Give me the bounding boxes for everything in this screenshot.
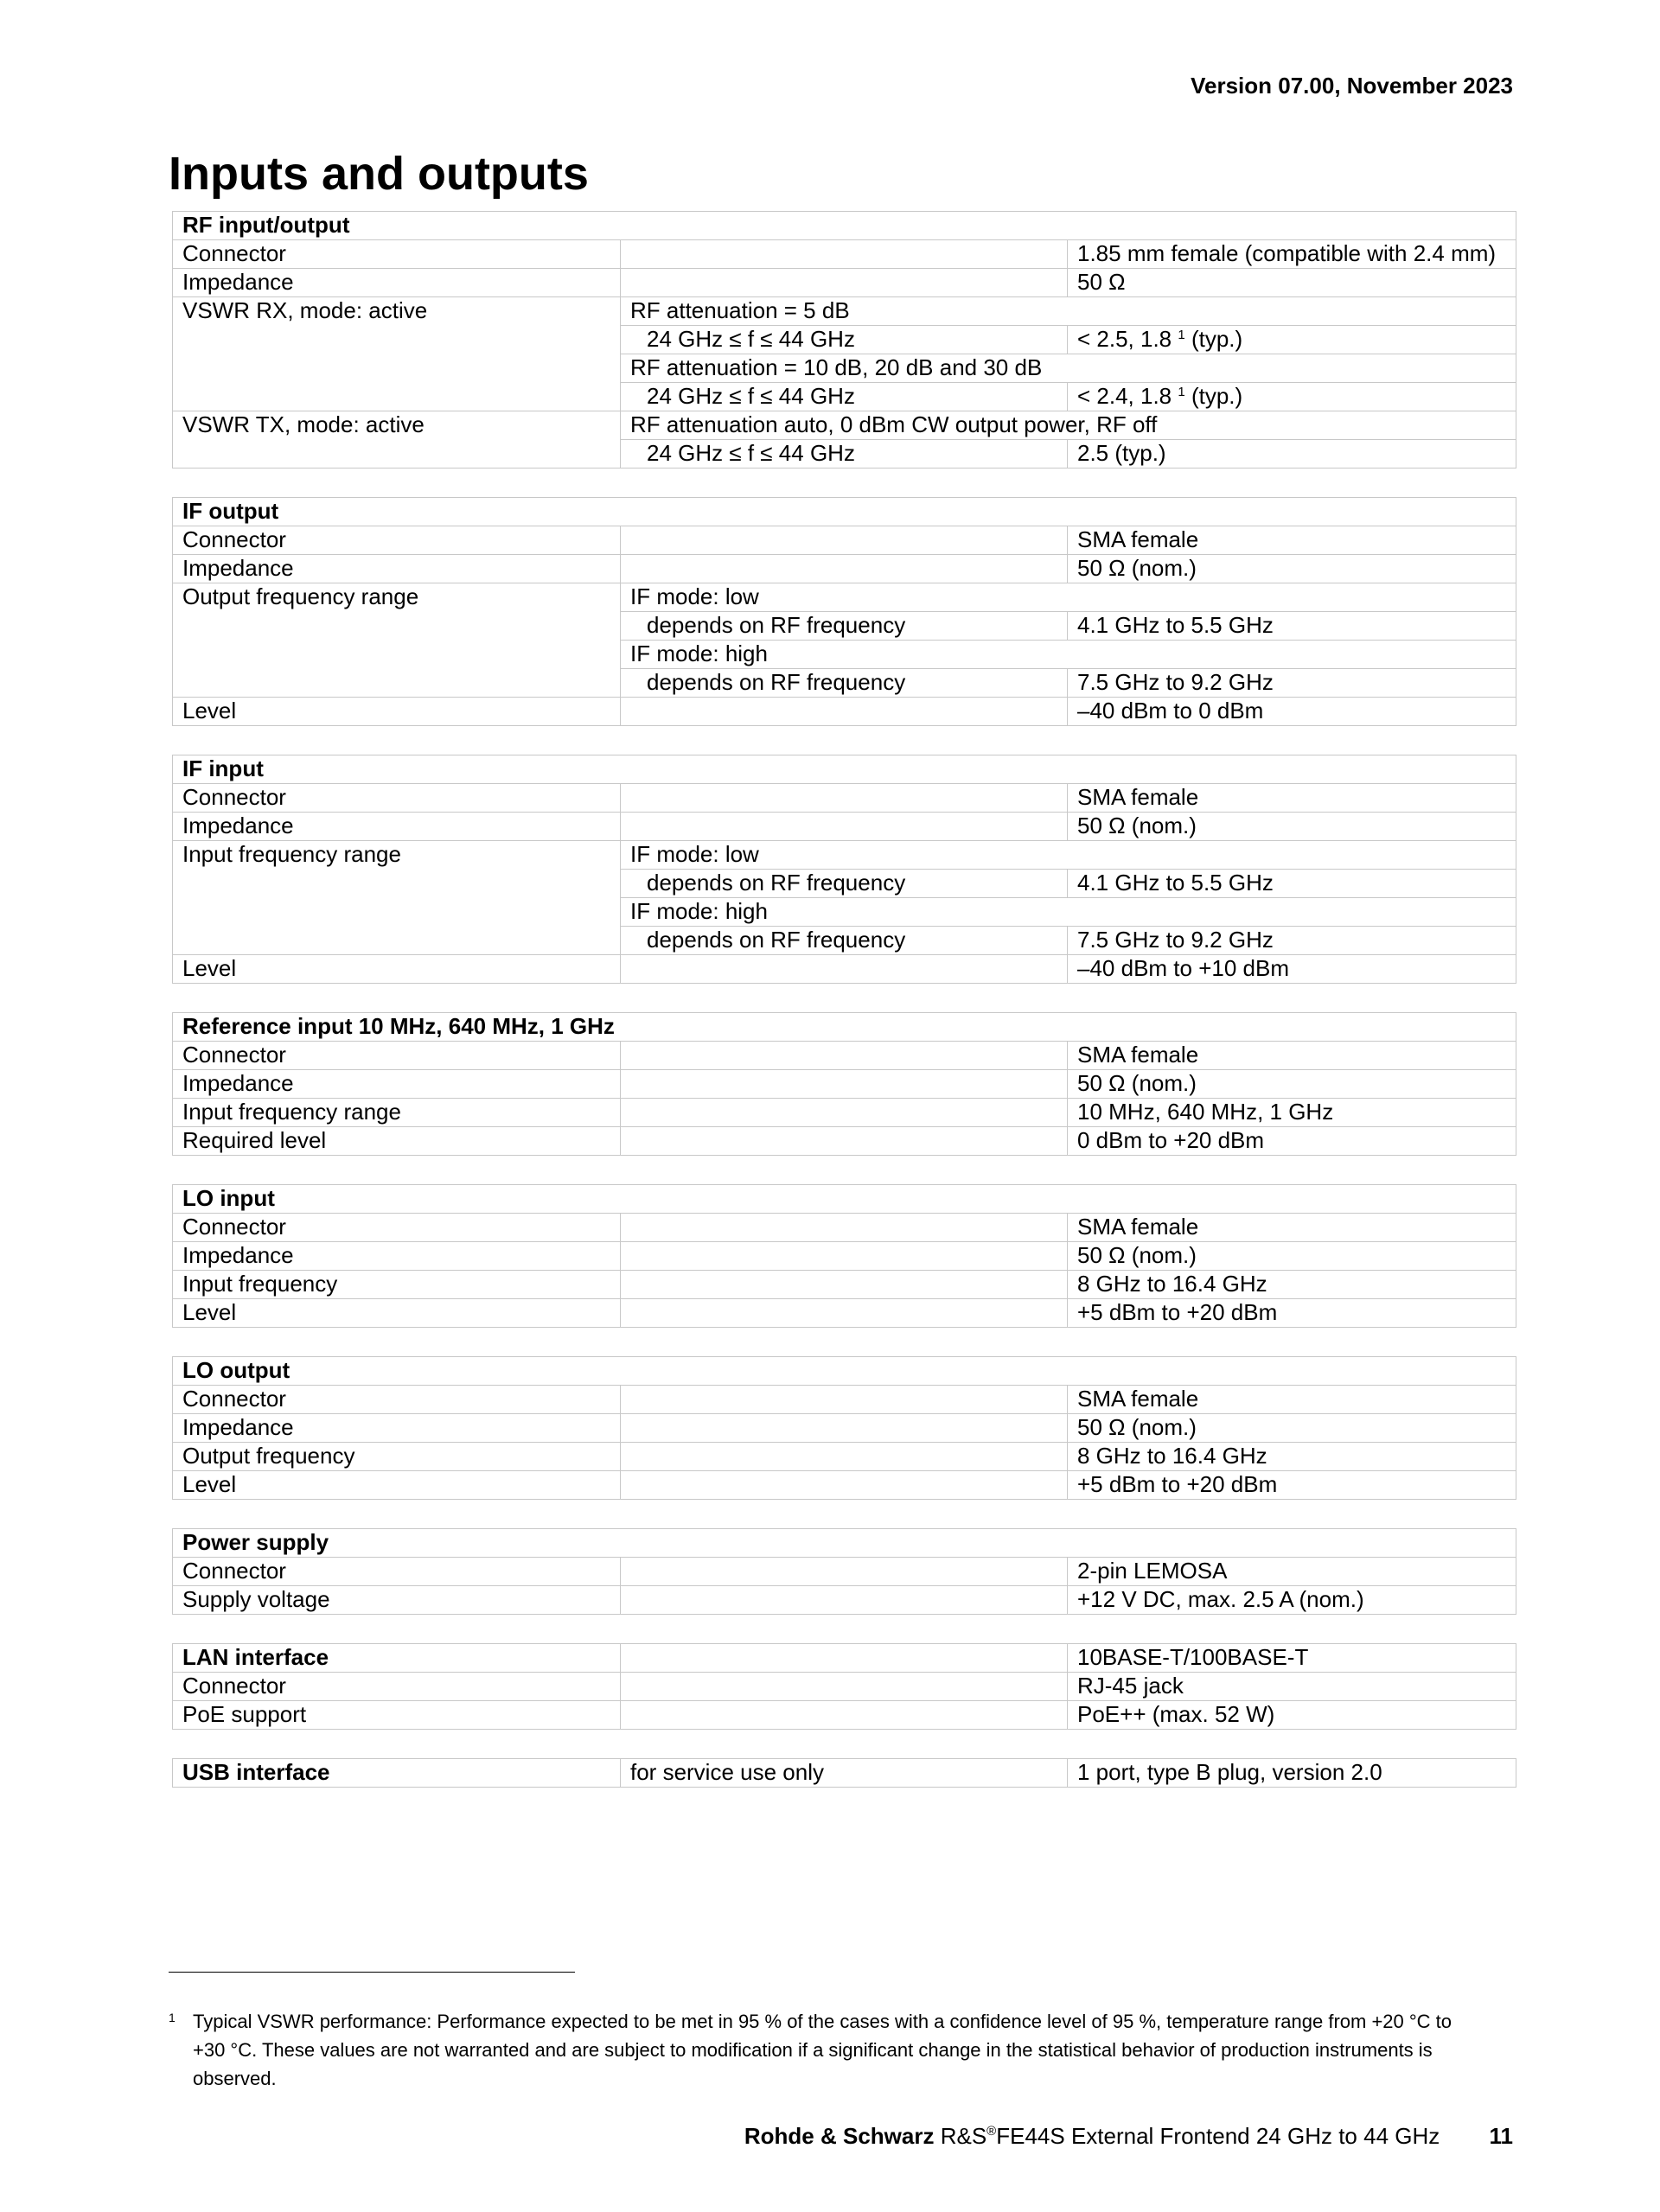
- param-value: 8 GHz to 16.4 GHz: [1068, 1271, 1516, 1299]
- param-condition: [621, 1586, 1068, 1615]
- table-row: [173, 1070, 1516, 1099]
- param-value: 50 Ω (nom.): [1068, 813, 1516, 841]
- param-label: Output frequency range: [173, 583, 621, 698]
- table-row: [173, 1443, 1516, 1471]
- param-value: 50 Ω (nom.): [1068, 1070, 1516, 1099]
- param-label: Level: [173, 698, 621, 726]
- param-condition: [621, 1299, 1068, 1328]
- power-supply-table: [172, 1528, 1516, 1615]
- reference-input-table: [172, 1012, 1516, 1156]
- table-row: [173, 1586, 1516, 1615]
- param-label: Input frequency range: [173, 841, 621, 955]
- param-label: Input frequency range: [173, 1099, 621, 1127]
- param-label: Connector: [173, 784, 621, 813]
- param-condition: [621, 1214, 1068, 1242]
- param-condition: [621, 555, 1068, 583]
- table-row: [173, 526, 1516, 555]
- vswr-value: < 2.4, 1.8: [1077, 383, 1172, 409]
- param-label: Impedance: [173, 1414, 621, 1443]
- param-label: VSWR TX, mode: active: [173, 411, 621, 469]
- lan-interface-table: [172, 1643, 1516, 1730]
- registered-mark: ®: [986, 2124, 997, 2139]
- vswr-value: < 2.5, 1.8: [1077, 326, 1172, 352]
- table-row: [173, 297, 1516, 326]
- usb-interface-table: [172, 1758, 1516, 1788]
- table-row: [173, 1271, 1516, 1299]
- footer-product-prefix: R&S: [940, 2123, 987, 2149]
- param-value: 10 MHz, 640 MHz, 1 GHz: [1068, 1099, 1516, 1127]
- param-label: Connector: [173, 1558, 621, 1586]
- param-condition: RF attenuation = 10 dB, 20 dB and 30 dB: [621, 354, 1516, 383]
- param-value: [1068, 326, 1516, 354]
- param-label: Impedance: [173, 1242, 621, 1271]
- param-value: 50 Ω (nom.): [1068, 1242, 1516, 1271]
- param-range: 24 GHz ≤ f ≤ 44 GHz: [621, 440, 1068, 469]
- table-row: [173, 1099, 1516, 1127]
- param-value: 50 Ω: [1068, 269, 1516, 297]
- table-row: [173, 1242, 1516, 1271]
- param-value: 2-pin LEMOSA: [1068, 1558, 1516, 1586]
- table-row: [173, 813, 1516, 841]
- param-value: SMA female: [1068, 1214, 1516, 1242]
- footer-product: FE44S External Frontend 24 GHz to 44 GHz: [996, 2123, 1440, 2149]
- param-label: Output frequency: [173, 1443, 621, 1471]
- param-condition: [621, 1070, 1068, 1099]
- param-condition: [621, 1414, 1068, 1443]
- table-row: [173, 269, 1516, 297]
- section-title: LO input: [173, 1185, 1516, 1214]
- param-value: 8 GHz to 16.4 GHz: [1068, 1443, 1516, 1471]
- param-value: 4.1 GHz to 5.5 GHz: [1068, 612, 1516, 641]
- param-label: Level: [173, 955, 621, 984]
- param-value: +5 dBm to +20 dBm: [1068, 1299, 1516, 1328]
- param-condition: [621, 526, 1068, 555]
- table-row: [173, 1471, 1516, 1500]
- table-row: [173, 555, 1516, 583]
- param-label: PoE support: [173, 1701, 621, 1730]
- section-title: RF input/output: [173, 212, 1516, 240]
- table-row: [173, 411, 1516, 440]
- param-range: depends on RF frequency: [621, 870, 1068, 898]
- spec-tables: [172, 211, 1516, 1816]
- param-label: Connector: [173, 526, 621, 555]
- param-value: SMA female: [1068, 1042, 1516, 1070]
- param-value: 0 dBm to +20 dBm: [1068, 1127, 1516, 1156]
- param-condition: IF mode: high: [621, 641, 1516, 669]
- param-label: Level: [173, 1299, 621, 1328]
- lo-output-table: [172, 1356, 1516, 1500]
- param-condition: [621, 1127, 1068, 1156]
- table-row: [173, 1673, 1516, 1701]
- param-label: Impedance: [173, 269, 621, 297]
- param-condition: [621, 1701, 1068, 1730]
- section-title: USB interface: [173, 1759, 621, 1788]
- table-row: [173, 1185, 1516, 1214]
- param-value: 10BASE-T/100BASE-T: [1068, 1644, 1516, 1673]
- param-value: [1068, 383, 1516, 411]
- param-value: 2.5 (typ.): [1068, 440, 1516, 469]
- table-row: [173, 212, 1516, 240]
- table-row: [173, 1414, 1516, 1443]
- typ-suffix: (typ.): [1191, 383, 1243, 409]
- param-value: –40 dBm to 0 dBm: [1068, 698, 1516, 726]
- footnote-ref: 1: [1178, 328, 1185, 342]
- param-condition: [621, 1099, 1068, 1127]
- param-value: 7.5 GHz to 9.2 GHz: [1068, 927, 1516, 955]
- param-value: –40 dBm to +10 dBm: [1068, 955, 1516, 984]
- param-value: 50 Ω (nom.): [1068, 555, 1516, 583]
- param-condition: [621, 1242, 1068, 1271]
- param-condition: IF mode: high: [621, 898, 1516, 927]
- param-condition: IF mode: low: [621, 841, 1516, 870]
- table-row: [173, 1386, 1516, 1414]
- param-condition: [621, 240, 1068, 269]
- section-title: IF input: [173, 755, 1516, 784]
- param-label: Impedance: [173, 555, 621, 583]
- param-condition: [621, 1673, 1068, 1701]
- footnote-text: Typical VSWR performance: Performance expected to be met in 95 % of the cases with a confidence level of 95 %, temperature range from +20 °C to +30 °C. These values are not warranted and are subject to modification if a significant change in the statistical behavior of production instruments is observed.: [193, 2011, 1452, 2089]
- param-condition: [621, 955, 1068, 984]
- table-row: [173, 1127, 1516, 1156]
- param-condition: RF attenuation auto, 0 dBm CW output power, RF off: [621, 411, 1516, 440]
- page-footer: [744, 2123, 1513, 2150]
- param-value: SMA female: [1068, 526, 1516, 555]
- lo-input-table: [172, 1184, 1516, 1328]
- typ-suffix: (typ.): [1191, 326, 1243, 352]
- section-title: Power supply: [173, 1529, 1516, 1558]
- param-label: Connector: [173, 1386, 621, 1414]
- table-row: [173, 498, 1516, 526]
- param-value: +5 dBm to +20 dBm: [1068, 1471, 1516, 1500]
- param-label: Supply voltage: [173, 1586, 621, 1615]
- param-value: RJ-45 jack: [1068, 1673, 1516, 1701]
- param-condition: [621, 1443, 1068, 1471]
- section-title: IF output: [173, 498, 1516, 526]
- param-value: 7.5 GHz to 9.2 GHz: [1068, 669, 1516, 698]
- param-value: 4.1 GHz to 5.5 GHz: [1068, 870, 1516, 898]
- table-row: [173, 1214, 1516, 1242]
- footer-brand: Rohde & Schwarz: [744, 2123, 935, 2149]
- param-value: 1.85 mm female (compatible with 2.4 mm): [1068, 240, 1516, 269]
- param-value: +12 V DC, max. 2.5 A (nom.): [1068, 1586, 1516, 1615]
- version-label: Version 07.00, November 2023: [1191, 73, 1513, 99]
- param-condition: for service use only: [621, 1759, 1068, 1788]
- table-row: [173, 755, 1516, 784]
- table-row: [173, 240, 1516, 269]
- page-title: Inputs and outputs: [169, 148, 589, 200]
- table-row: [173, 955, 1516, 984]
- table-row: [173, 1529, 1516, 1558]
- param-condition: [621, 784, 1068, 813]
- param-range: 24 GHz ≤ f ≤ 44 GHz: [621, 326, 1068, 354]
- param-value: SMA female: [1068, 1386, 1516, 1414]
- if-output-table: [172, 497, 1516, 726]
- param-condition: [621, 813, 1068, 841]
- table-row: [173, 583, 1516, 612]
- footnote-separator: [169, 1972, 575, 1973]
- param-label: Connector: [173, 240, 621, 269]
- table-row: [173, 698, 1516, 726]
- param-condition: [621, 1644, 1068, 1673]
- param-value: PoE++ (max. 52 W): [1068, 1701, 1516, 1730]
- footnote-mark: 1: [169, 2011, 176, 2024]
- param-condition: RF attenuation = 5 dB: [621, 297, 1516, 326]
- table-row: [173, 1042, 1516, 1070]
- section-title: LO output: [173, 1357, 1516, 1386]
- table-row: [173, 1701, 1516, 1730]
- param-value: 50 Ω (nom.): [1068, 1414, 1516, 1443]
- footnote: [169, 2007, 1465, 2093]
- param-condition: [621, 1271, 1068, 1299]
- param-label: Required level: [173, 1127, 621, 1156]
- section-title: LAN interface: [173, 1644, 621, 1673]
- table-row: [173, 1013, 1516, 1042]
- param-condition: [621, 1042, 1068, 1070]
- param-condition: [621, 1471, 1068, 1500]
- table-row: [173, 841, 1516, 870]
- param-label: Input frequency: [173, 1271, 621, 1299]
- table-row: [173, 1759, 1516, 1788]
- footnote-ref: 1: [1178, 385, 1185, 399]
- param-value: 1 port, type B plug, version 2.0: [1068, 1759, 1516, 1788]
- param-value: SMA female: [1068, 784, 1516, 813]
- if-input-table: [172, 755, 1516, 984]
- param-label: Impedance: [173, 1070, 621, 1099]
- table-row: [173, 1299, 1516, 1328]
- param-label: Connector: [173, 1214, 621, 1242]
- table-row: [173, 784, 1516, 813]
- param-condition: [621, 269, 1068, 297]
- param-condition: [621, 698, 1068, 726]
- param-label: Connector: [173, 1042, 621, 1070]
- section-title: Reference input 10 MHz, 640 MHz, 1 GHz: [173, 1013, 1516, 1042]
- param-range: depends on RF frequency: [621, 612, 1068, 641]
- param-condition: [621, 1558, 1068, 1586]
- rf-io-table: [172, 211, 1516, 469]
- param-range: depends on RF frequency: [621, 927, 1068, 955]
- table-row: [173, 1357, 1516, 1386]
- param-label: Level: [173, 1471, 621, 1500]
- param-condition: [621, 1386, 1068, 1414]
- param-range: depends on RF frequency: [621, 669, 1068, 698]
- table-row: [173, 1644, 1516, 1673]
- param-range: 24 GHz ≤ f ≤ 44 GHz: [621, 383, 1068, 411]
- table-row: [173, 1558, 1516, 1586]
- param-label: Connector: [173, 1673, 621, 1701]
- param-label: VSWR RX, mode: active: [173, 297, 621, 411]
- page-number: 11: [1489, 2123, 1513, 2149]
- param-condition: IF mode: low: [621, 583, 1516, 612]
- param-label: Impedance: [173, 813, 621, 841]
